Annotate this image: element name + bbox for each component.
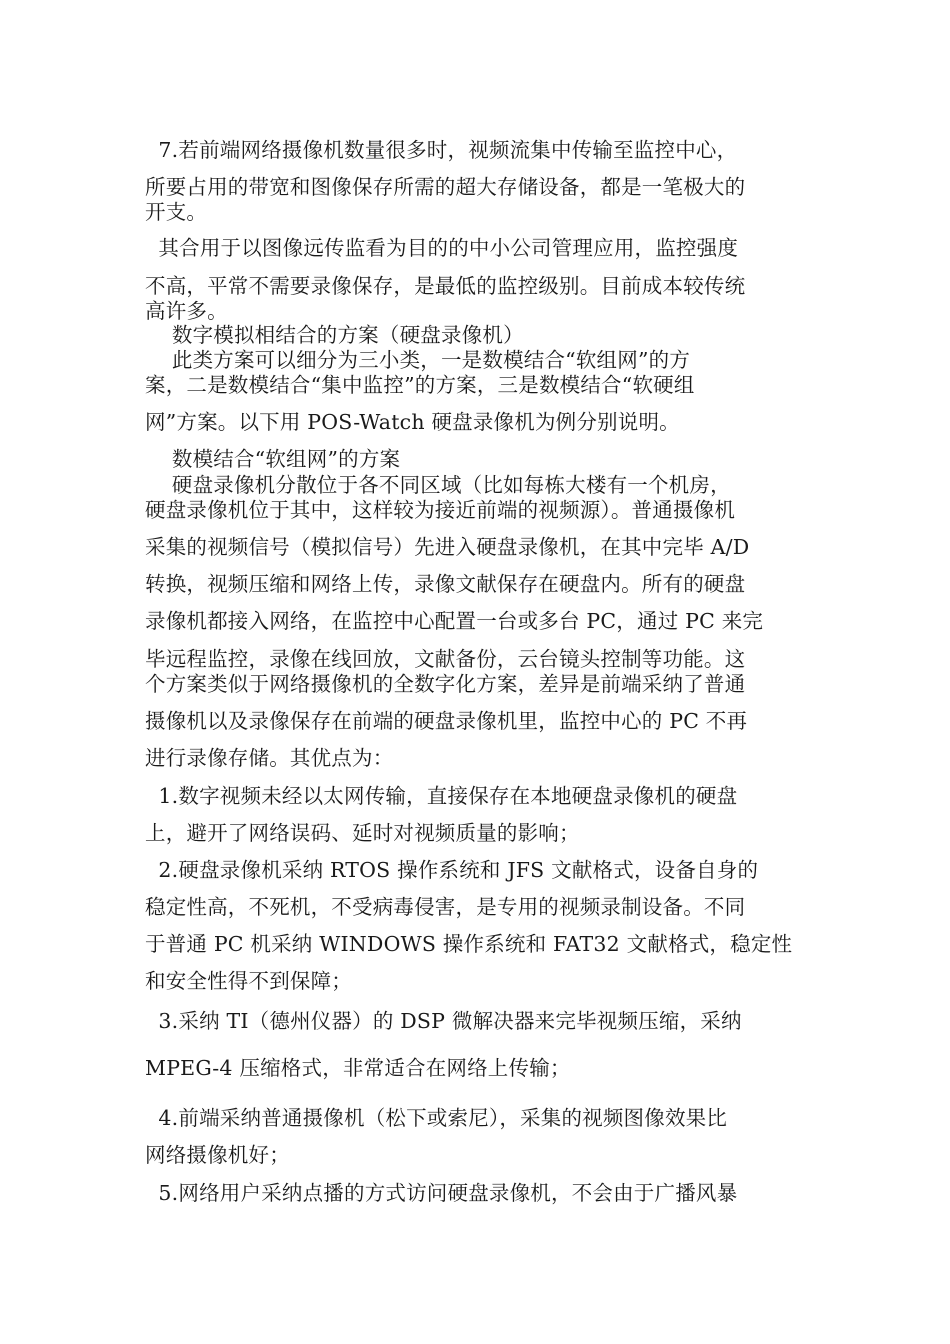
- text-line: 网络摄像机好；: [145, 1143, 290, 1167]
- text-line: 和安全性得不到保障；: [145, 969, 352, 993]
- text-line: 于普通 PC 机采纳 WINDOWS 操作系统和 FAT32 文献格式，稳定性: [145, 932, 793, 956]
- list-item: 4.前端采纳普通摄像机（松下或索尼），采集的视频图像效果比: [145, 1106, 728, 1130]
- text-line: 7.若前端网络摄像机数量很多时，视频流集中传输至监控中心，: [145, 138, 738, 162]
- text-line: 不高，平常不需要录像保存，是最低的监控级别。目前成本较传统: [145, 274, 746, 298]
- text-line: 开支。: [145, 200, 208, 224]
- text-line: 毕远程监控，录像在线回放，文献备份，云台镜头控制等功能。这: [145, 647, 746, 671]
- text-line: 硬盘录像机位于其中，这样较为接近前端的视频源）。普通摄像机: [145, 498, 736, 522]
- text-line: 上，避开了网络误码、延时对视频质量的影响；: [145, 821, 580, 845]
- text-line: MPEG-4 压缩格式，非常适合在网络上传输；: [145, 1056, 571, 1080]
- text-line: 高许多。: [145, 299, 228, 323]
- text-line: 摄像机以及录像保存在前端的硬盘录像机里，监控中心的 PC 不再: [145, 709, 748, 733]
- text-line: 采集的视频信号（模拟信号）先进入硬盘录像机，在其中完毕 A/D: [145, 535, 750, 559]
- text-line: 个方案类似于网络摄像机的全数字化方案，差异是前端采纳了普通: [145, 672, 746, 696]
- list-item: 2.硬盘录像机采纳 RTOS 操作系统和 JFS 文献格式，设备自身的: [145, 858, 759, 882]
- text-line: 所要占用的带宽和图像保存所需的超大存储设备，都是一笔极大的: [145, 175, 746, 199]
- list-item: 1.数字视频未经以太网传输，直接保存在本地硬盘录像机的硬盘: [145, 784, 738, 808]
- text-line: 其合用于以图像远传监看为目的的中小公司管理应用，监控强度: [145, 236, 739, 260]
- text-line: 案，二是数模结合“集中监控”的方案，三是数模结合“软硬组: [145, 373, 695, 397]
- text-line: 硬盘录像机分散位于各不同区域（比如每栋大楼有一个机房，: [145, 473, 731, 497]
- text-line: 转换，视频压缩和网络上传，录像文献保存在硬盘内。所有的硬盘: [145, 572, 746, 596]
- text-line: 录像机都接入网络，在监控中心配置一台或多台 PC，通过 PC 来完: [145, 609, 764, 633]
- section-heading: 数模结合“软组网”的方案: [145, 447, 401, 471]
- text-line: 此类方案可以细分为三小类，一是数模结合“软组网”的方: [145, 348, 691, 372]
- text-line: 网”方案。以下用 POS-Watch 硬盘录像机为例分别说明。: [145, 410, 680, 434]
- list-item: 3.采纳 TI（德州仪器）的 DSP 微解决器来完毕视频压缩，采纳: [145, 1009, 742, 1033]
- section-heading: 数字模拟相结合的方案（硬盘录像机）: [145, 323, 524, 347]
- text-line: 进行录像存储。其优点为：: [145, 746, 394, 770]
- list-item: 5.网络用户采纳点播的方式访问硬盘录像机，不会由于广播风暴: [145, 1181, 738, 1205]
- text-line: 稳定性高，不死机，不受病毒侵害，是专用的视频录制设备。不同: [145, 895, 746, 919]
